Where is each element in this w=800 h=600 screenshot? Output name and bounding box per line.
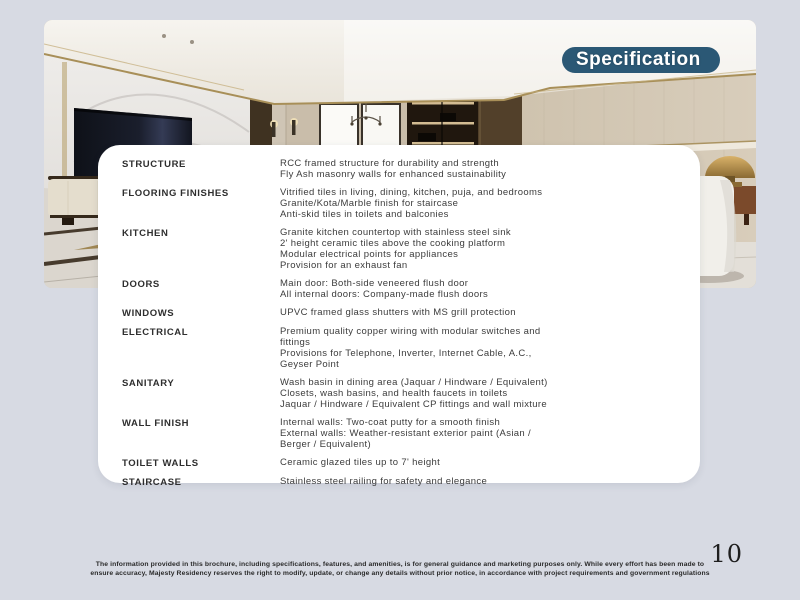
footer-disclaimer <box>0 560 800 578</box>
spec-line: Provision for an exhaust fan <box>280 260 408 271</box>
spec-row <box>122 307 674 319</box>
spec-line: fittings <box>280 337 311 348</box>
spec-row-description <box>280 278 674 300</box>
spec-line: Main door: Both-side veneered flush door <box>280 278 469 289</box>
spec-row-label: FLOORING FINISHES <box>122 188 229 199</box>
spec-row-label: TOILET WALLS <box>122 458 199 469</box>
spec-row-description <box>280 187 674 220</box>
spec-row-label: ELECTRICAL <box>122 327 189 338</box>
spec-line: 2' height ceramic tiles above the cooking platform <box>280 238 506 249</box>
specification-badge <box>562 47 720 73</box>
spec-line: Modular electrical points for appliances <box>280 249 459 260</box>
spec-line: Stainless steel railing for safety and elegance <box>280 476 488 487</box>
spec-line: Provisions for Telephone, Inverter, Internet Cable, A.C., <box>280 348 532 359</box>
spec-row-description <box>280 158 674 180</box>
spec-row-label: WALL FINISH <box>122 418 190 429</box>
spec-row-description <box>280 326 674 370</box>
spec-line: Internal walls: Two-coat putty for a smooth finish <box>280 417 501 428</box>
spec-line: Vitrified tiles in living, dining, kitchen, puja, and bedrooms <box>280 187 543 198</box>
specification-badge-label: Specification <box>576 49 701 70</box>
spec-rows <box>122 158 674 488</box>
spec-row-description <box>280 417 674 450</box>
spec-line: Berger / Equivalent) <box>280 439 371 450</box>
spec-row <box>122 158 674 180</box>
spec-row-description <box>280 307 674 319</box>
spec-line: UPVC framed glass shutters with MS grill protection <box>280 307 516 318</box>
specification-card <box>98 145 700 488</box>
disclaimer-line-1: The information provided in this brochure, including specifications, features, and amenities, is for general guidance and marketing purposes only. While every effort has been made to <box>95 561 705 568</box>
spec-row-label: WINDOWS <box>122 308 175 319</box>
spec-line: Anti-skid tiles in toilets and balconies <box>280 209 449 220</box>
spec-line: Geyser Point <box>280 359 340 370</box>
spec-row-label: DOORS <box>122 279 160 290</box>
spec-row-description <box>280 476 674 488</box>
disclaimer-line-2: ensure accuracy, Majesty Residency reserves the right to modify, update, or change any details without prior notice, in accordance with project requirements and government regulations <box>90 570 710 577</box>
spec-row <box>122 227 674 271</box>
spec-line: All internal doors: Company-made flush doors <box>280 289 489 300</box>
spec-line: Fly Ash masonry walls for enhanced sustainability <box>280 169 507 180</box>
spec-line: Ceramic glazed tiles up to 7' height <box>280 457 441 468</box>
spec-line: Granite/Kota/Marble finish for staircase <box>280 198 459 209</box>
spec-row <box>122 187 674 220</box>
spec-row <box>122 326 674 370</box>
page-number: 10 <box>710 540 743 568</box>
spec-line: Closets, wash basins, and health faucets in toilets <box>280 388 508 399</box>
spec-row <box>122 476 674 488</box>
spec-row-label: KITCHEN <box>122 228 169 239</box>
spec-line: Premium quality copper wiring with modular switches and <box>280 326 541 337</box>
spec-row-label: SANITARY <box>122 378 175 389</box>
spec-row <box>122 377 674 410</box>
spec-line: Granite kitchen countertop with stainless steel sink <box>280 227 511 238</box>
spec-row-description <box>280 227 674 271</box>
spec-row <box>122 417 674 450</box>
spec-line: Wash basin in dining area (Jaquar / Hindware / Equivalent) <box>280 377 548 388</box>
spec-line: Jaquar / Hindware / Equivalent CP fittings and wall mixture <box>280 399 548 410</box>
spec-row-description <box>280 457 674 469</box>
spec-line: RCC framed structure for durability and strength <box>280 158 500 169</box>
spec-row <box>122 457 674 469</box>
spec-row-description <box>280 377 674 410</box>
spec-row <box>122 278 674 300</box>
spec-line: External walls: Weather-resistant exterior paint (Asian / <box>280 428 532 439</box>
spec-row-label: STAIRCASE <box>122 477 182 488</box>
spec-row-label: STRUCTURE <box>122 159 186 170</box>
